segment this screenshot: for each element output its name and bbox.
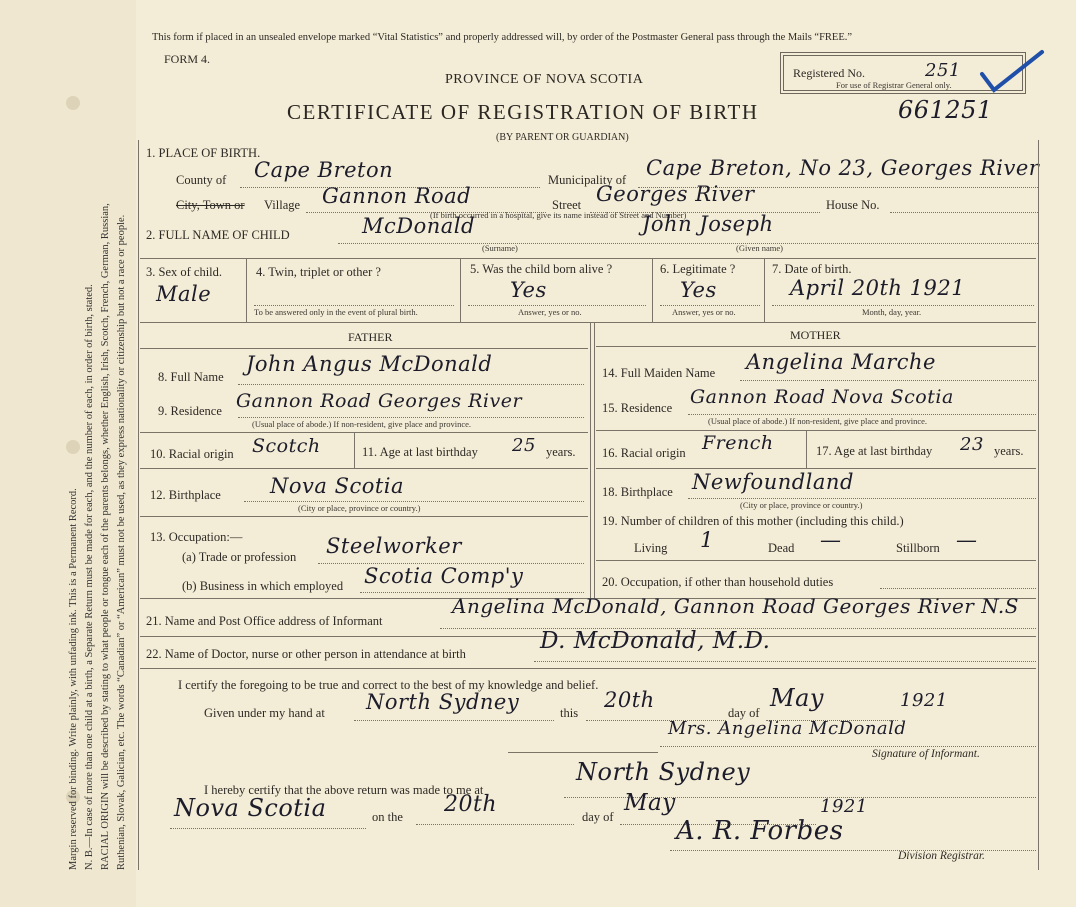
hospital-note: (If birth occurred in a hospital, give its name instead of Street and Number) [430,210,687,220]
date-of-birth-note: Month, day, year. [862,307,922,317]
registrar-place-1: North Sydney [576,758,751,786]
form-left-border [138,140,139,870]
father-residence-value: Gannon Road Georges River [236,390,523,412]
street-value: Georges River [596,182,755,206]
top-notice: This form if placed in an unsealed envelope marked “Vital Statistics” and properly addressed will, by order of the Postmaster General pass through the Mails “FREE.” [152,32,853,43]
handwritten-registration-number: 661251 [898,96,993,124]
given-name-caption: (Given name) [736,243,783,253]
rule [140,432,588,433]
mother-name-line [740,380,1036,381]
given-place-line [354,720,554,721]
village-value: Gannon Road [322,184,472,208]
rule [806,430,807,468]
registrar-caption: Division Registrar. [898,850,985,862]
registered-number: 251 [925,60,961,81]
sex-label: 3. Sex of child. [146,265,223,279]
this-label: this [560,706,579,720]
municipality-value: Cape Breton, No 23, Georges River [646,156,1040,180]
house-number-line [890,212,1038,213]
mother-residence-note: (Usual place of abode.) If non-resident, give place and province. [708,416,928,426]
registrar-day-value: 20th [444,792,498,817]
registrar-general-note: For use of Registrar General only. [836,80,952,90]
house-number-label: House No. [826,198,880,212]
certify-month-value: May [770,684,824,712]
rule [596,468,1036,469]
rule [246,258,247,322]
informant-signature: Mrs. Angelina McDonald [668,718,907,739]
rule [140,468,588,469]
on-the-label: on the [372,810,403,824]
dead-value: — [820,528,842,552]
subtitle: (BY PARENT OR GUARDIAN) [496,132,629,143]
mother-birthplace-line [688,498,1036,499]
twin-note: To be answered only in the event of plural birth. [254,307,418,317]
dead-label: Dead [768,541,795,555]
given-place-value: North Sydney [366,690,520,714]
mother-birthplace-label: 18. Birthplace [602,485,673,499]
father-name-line [238,384,584,385]
rule [508,752,658,753]
doctor-line [534,661,1036,662]
registrar-signature: A. R. Forbes [676,816,844,846]
living-value: 1 [700,528,714,552]
father-residence-label: 9. Residence [158,404,222,418]
parents-divider [590,322,591,598]
twin-line [254,305,454,306]
rule [140,668,1036,669]
legitimate-note: Answer, yes or no. [672,307,736,317]
margin-note-racial-origin: RACIAL ORIGIN will be described by stating to what people or tongue each of the parents belongs, whether English, Irish, Scotch, French, German, Russian, [100,203,111,870]
county-value: Cape Breton [254,158,394,182]
mother-heading: MOTHER [790,328,841,342]
father-business-label: (b) Business in which employed [182,579,344,593]
rule [140,322,1036,323]
sex-value: Male [156,282,212,306]
page-title: CERTIFICATE OF REGISTRATION OF BIRTH [287,100,759,124]
registrar-place-2-line [170,828,366,829]
father-birthplace-note: (City or place, province or country.) [298,503,421,513]
children-count-label: 19. Number of children of this mother (including this child.) [602,514,904,528]
mother-residence-value: Gannon Road Nova Scotia [690,386,954,408]
mother-occupation-line [880,588,1036,589]
parents-divider [594,322,595,598]
municipality-label: Municipality of [548,173,627,187]
mother-name-label: 14. Full Maiden Name [602,366,716,380]
margin-note-binding: Margin reserved for binding. Write plainly, with unfading ink. This is a Permanent Record. [68,488,79,870]
doctor-label: 22. Name of Doctor, nurse or other person in attendance at birth [146,647,466,661]
margin-note-multiple-births: N. B.—In case of more than one child at a birth, a Separate Return must be made for each, and the number of each, in order of birth, stated. [84,284,95,870]
doctor-value: D. McDonald, M.D. [540,628,771,654]
father-age-value: 25 [512,435,536,456]
certify-year-value: 1921 [900,690,948,711]
registrar-day-line [416,824,574,825]
legitimate-label: 6. Legitimate ? [660,262,736,276]
mother-residence-line [688,414,1036,415]
rule [140,348,588,349]
father-business-value: Scotia Comp'y [364,564,524,588]
rule [596,560,1036,561]
father-birthplace-label: 12. Birthplace [150,488,221,502]
day-of-label: day of [728,706,760,720]
registrar-place-2: Nova Scotia [174,794,327,822]
rule [596,430,1036,431]
date-of-birth-value: April 20th 1921 [790,276,966,300]
father-race-label: 10. Racial origin [150,447,234,461]
informant-value: Angelina McDonald, Gannon Road Georges River N.S [452,594,1019,618]
rule [460,258,461,322]
rule [596,346,1036,347]
father-residence-note: (Usual place of abode.) If non-resident, give place and province. [252,419,472,429]
mother-residence-label: 15. Residence [602,401,673,415]
city-town-label: City, Town or [176,198,245,212]
mother-race-label: 16. Racial origin [602,446,686,460]
village-label: Village [264,198,301,212]
county-label: County of [176,173,227,187]
date-of-birth-line [772,305,1034,306]
mother-race-value: French [702,432,774,454]
father-name-label: 8. Full Name [158,370,224,384]
child-name-label: 2. FULL NAME OF CHILD [146,228,290,242]
legitimate-value: Yes [680,278,717,302]
father-trade-value: Steelworker [326,534,462,558]
child-surname: McDonald [362,214,475,238]
twin-label: 4. Twin, triplet or other ? [256,265,381,279]
father-occupation-label: 13. Occupation:— [150,530,243,544]
rule [354,432,355,468]
father-heading: FATHER [348,330,393,344]
certify-day-value: 20th [604,688,655,712]
mother-occupation-label: 20. Occupation, if other than household duties [602,575,834,589]
margin-note-nationality: Ruthenian, Slovak, Galician, etc. The words “Canadian” or “American” must not be used, as they express nationality or citizenship but not a race or people. [116,214,127,870]
street-label: Street [552,198,582,212]
given-under-hand-label: Given under my hand at [204,706,325,720]
place-of-birth-label: 1. PLACE OF BIRTH. [146,146,261,160]
rule [652,258,653,322]
signature-line [660,746,1036,747]
rule [140,258,1036,259]
mother-birthplace-note: (City or place, province or country.) [740,500,863,510]
mother-age-label: 17. Age at last birthday [816,444,933,458]
father-age-label: 11. Age at last birthday [362,445,478,459]
rule [764,258,765,322]
father-years: years. [546,445,576,459]
father-business-line [360,592,584,593]
registrar-month-value: May [624,790,676,816]
mother-birthplace-value: Newfoundland [692,470,854,494]
informant-label: 21. Name and Post Office address of Informant [146,614,383,628]
mother-name-value: Angelina Marche [746,350,936,374]
father-name-value: John Angus McDonald [246,352,493,376]
father-race-value: Scotch [252,435,321,457]
child-name-line [338,243,1038,244]
born-alive-value: Yes [510,278,547,302]
form-number: FORM 4. [164,52,211,66]
registrar-year-value: 1921 [820,796,868,817]
father-birthplace-line [244,501,584,502]
born-alive-label: 5. Was the child born alive ? [470,262,613,276]
mother-years: years. [994,444,1024,458]
province-heading: PROVINCE OF NOVA SCOTIA [445,72,644,87]
rule [140,516,588,517]
form-right-border [1038,140,1039,870]
child-given-name: John Joseph [642,212,774,236]
registered-label: Registered No. [793,66,865,80]
binding-hole [66,96,80,110]
registrar-day-of-label: day of [582,810,614,824]
registrar-statement: I hereby certify that the above return was made to me at [204,783,484,797]
father-residence-line [238,417,584,418]
stillborn-label: Stillborn [896,541,940,555]
mother-age-value: 23 [960,434,984,455]
living-label: Living [634,541,668,555]
binding-hole [66,440,80,454]
certify-statement: I certify the foregoing to be true and correct to the best of my knowledge and belief. [178,678,599,692]
stillborn-value: — [956,528,978,552]
father-birthplace-value: Nova Scotia [270,474,405,498]
surname-caption: (Surname) [482,243,518,253]
father-trade-label: (a) Trade or profession [182,550,297,564]
legitimate-line [660,305,760,306]
date-of-birth-label: 7. Date of birth. [772,262,852,276]
born-alive-note: Answer, yes or no. [518,307,582,317]
signature-caption: Signature of Informant. [872,748,980,760]
check-mark-icon [978,46,1048,96]
born-alive-line [468,305,646,306]
